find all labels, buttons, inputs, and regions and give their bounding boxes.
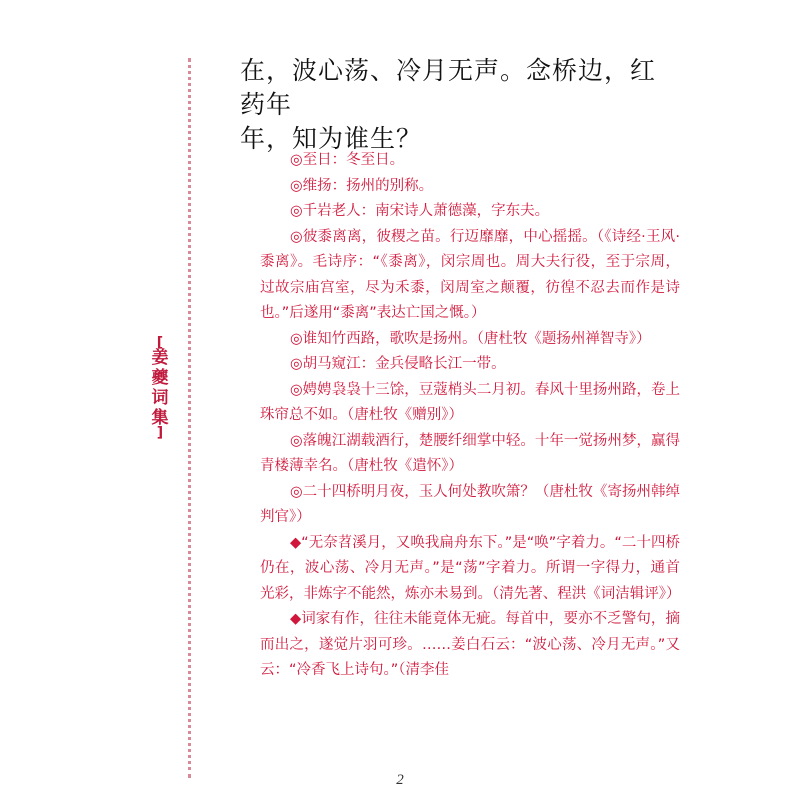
annotation: ◎千岩老人：南宋诗人萧德藻，字东夫。 — [290, 203, 550, 219]
annotation: ◎至日：冬至日。 — [290, 152, 405, 168]
annotation: ◎胡马窥江：金兵侵略长江一带。 — [290, 356, 506, 372]
annotation: ◎彼黍离离，彼稷之苗。行迈靡靡，中心摇摇。（《诗经·王风·黍离》。毛诗序：“《黍离》，闵宗周也。周大夫行役，至于宗周，过故宗庙宫室，尽为禾黍，闵周室之颠覆，彷徨不忍去而作是诗也。”后遂用“黍离”表达亡国之慨。） — [260, 228, 680, 321]
verse-line: 在，波心荡、冷月无声。念桥边，红药年 — [240, 56, 657, 119]
commentary: ◆“无奈苕溪月，又唤我扁舟东下。”是“唤”字着力。“二十四桥仍在，波心荡、冷月无声。”是“荡”字着力。所谓一字得力，通首光彩，非炼字不能然，炼亦未易到。（清先著、程洪《词洁辑评》） — [260, 534, 681, 602]
bracket-close: ] — [156, 425, 164, 441]
annotation: ◎落魄江湖载酒行，楚腰纤细掌中轻。十年一觉扬州梦，赢得青楼薄幸名。（唐杜牧《遣怀》） — [260, 432, 680, 474]
verse-line: 年，知为谁生？ — [240, 124, 423, 153]
page-number: 2 — [396, 772, 404, 788]
annotation: ◎二十四桥明月夜，玉人何处教吹箫？（唐杜牧《寄扬州韩绰判官》） — [260, 483, 680, 525]
poem-verse — [240, 54, 680, 156]
annotation: ◎谁知竹西路，歌吹是扬州。（唐杜牧《题扬州禅智寺》） — [290, 330, 651, 347]
annotations — [260, 148, 680, 684]
side-tab-char: 夔 — [151, 368, 169, 388]
annotation: ◎维扬：扬州的别称。 — [290, 177, 434, 194]
side-tab-char: 姜 — [151, 348, 169, 368]
side-tab-char: 集 — [151, 408, 169, 428]
side-tab-book-title — [148, 335, 172, 441]
side-tab-char: 词 — [151, 388, 169, 408]
bracket-open: [ — [156, 335, 164, 351]
dotted-margin-rule — [188, 58, 191, 778]
commentary: ◆词家有作，往往未能竟体无疵。每首中，要亦不乏警句，摘而出之，遂觉片羽可珍。……姜白石云：“波心荡、冷月无声。”又云：“冷香飞上诗句。”（清李佳 — [260, 611, 680, 678]
annotation: ◎娉娉袅袅十三馀，豆蔻梢头二月初。春风十里扬州路，卷上珠帘总不如。（唐杜牧《赠别》） — [260, 381, 680, 423]
